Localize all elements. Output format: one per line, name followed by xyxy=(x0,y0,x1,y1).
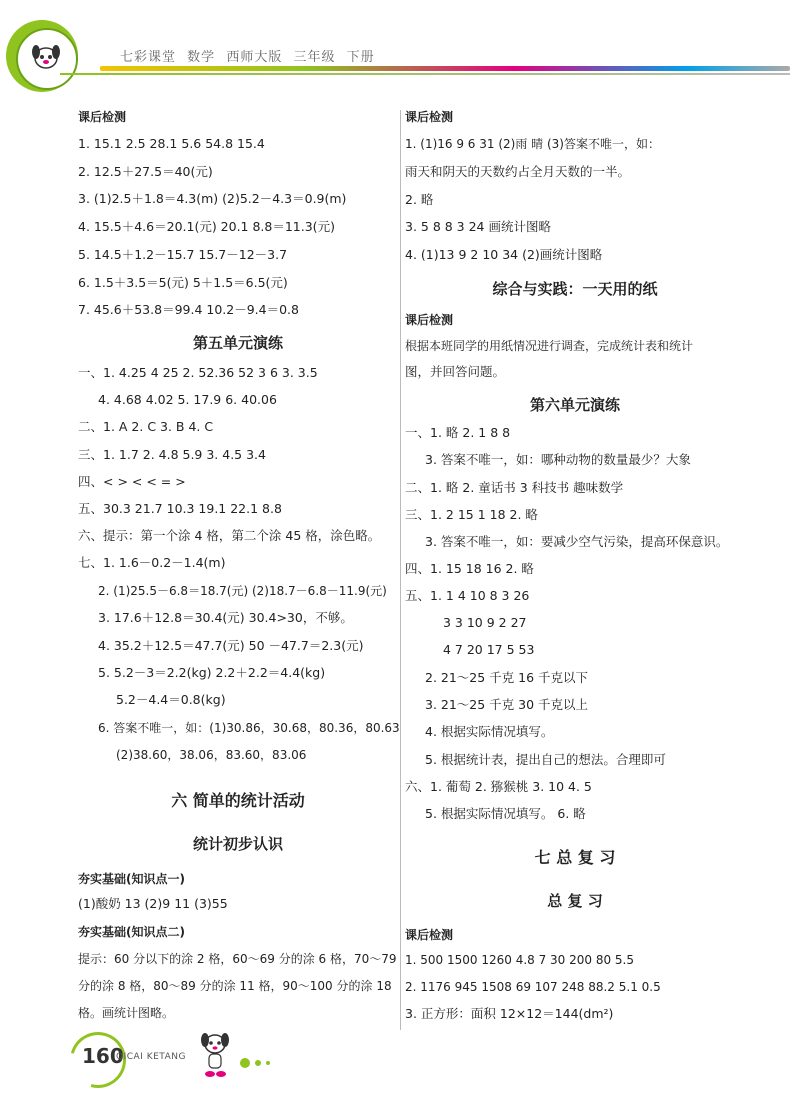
section-label: 课后检测 xyxy=(405,928,454,942)
answer-line: (1)酸奶 13 (2)9 11 (3)55 xyxy=(78,896,228,911)
answer-line: 提示：60 分以下的涂 2 格，60～69 分的涂 6 格，70～79 xyxy=(78,952,397,966)
answer-line: 根据本班同学的用纸情况进行调查，完成统计表和统计 xyxy=(405,339,694,353)
section-title: 统计初步认识 xyxy=(192,835,283,853)
section-label: 课后检测 xyxy=(78,110,127,124)
answer-line: 1. (1)16 9 6 31 (2)雨 晴 (3)答案不唯一，如： xyxy=(405,137,660,151)
answer-line: 4. 4.68 4.02 5. 17.9 6. 40.06 xyxy=(98,392,277,407)
answer-line: 五、1. 1 4 10 8 3 26 xyxy=(405,588,530,603)
answer-line: 3. (1)2.5＋1.8＝4.3(m) (2)5.2－4.3＝0.9(m) xyxy=(78,191,347,206)
answer-line: 3 3 10 9 2 27 xyxy=(443,615,527,630)
answer-line: 6. 1.5＋3.5＝5(元) 5＋1.5＝6.5(元) xyxy=(78,275,288,290)
section-label: 夯实基础(知识点二) xyxy=(78,925,185,939)
answer-line: 三、1. 1.7 2. 4.8 5.9 3. 4.5 3.4 xyxy=(78,447,266,462)
answer-line: 二、1. A 2. C 3. B 4. C xyxy=(78,419,214,434)
chapter-title: 七 总 复 习 xyxy=(534,848,616,867)
answer-line: 3. 正方形：面积 12×12＝144(dm²) xyxy=(405,1006,614,1021)
answer-line: 格。画统计图略。 xyxy=(78,1006,175,1020)
answer-line: 3. 答案不唯一，如：哪种动物的数量最少？大象 xyxy=(425,452,691,467)
answer-line: 5. 5.2－3＝2.2(kg) 2.2＋2.2＝4.4(kg) xyxy=(98,665,326,680)
decorative-dots xyxy=(240,1052,275,1071)
answer-line: 5. 根据实际情况填写。 6. 略 xyxy=(425,806,586,821)
answer-line: 5. 根据统计表，提出自己的想法。合理即可 xyxy=(425,752,666,767)
answer-line: 1. 15.1 2.5 28.1 5.6 54.8 15.4 xyxy=(78,136,265,151)
answer-line: 3. 答案不唯一，如：要减少空气污染，提高环保意识。 xyxy=(425,534,729,549)
answer-line: 7. 45.6＋53.8＝99.4 10.2－9.4＝0.8 xyxy=(78,302,299,317)
brand-text: QICAI KETANG xyxy=(116,1052,186,1062)
edition-name: 西师大版 xyxy=(226,50,283,65)
answer-line: 3. 17.6＋12.8＝30.4(元) 30.4>30，不够。 xyxy=(98,610,353,625)
answer-line: 雨天和阴天的天数约占全月天数的一半。 xyxy=(405,164,631,179)
answer-line: (2)38.60，38.06，83.60，83.06 xyxy=(116,748,307,762)
practice-title: 综合与实践：一天用的纸 xyxy=(492,280,658,298)
header-underline xyxy=(60,73,790,75)
answer-line: 4. 根据实际情况填写。 xyxy=(425,724,554,739)
answer-line: 4. (1)13 9 2 10 34 (2)画统计图略 xyxy=(405,247,603,262)
mascot-icon xyxy=(198,1030,232,1080)
page-header xyxy=(0,0,800,100)
column-divider xyxy=(400,110,401,1030)
chapter-title: 六 简单的统计活动 xyxy=(171,791,305,810)
grade-name: 三年级 xyxy=(293,50,336,65)
answer-line: 二、1. 略 2. 童话书 3 科技书 趣味数学 xyxy=(405,480,624,495)
answer-line: 2. 12.5＋27.5＝40(元) xyxy=(78,164,213,179)
unit-title: 第五单元演练 xyxy=(192,334,283,352)
answer-line: 一、1. 4.25 4 25 2. 52.36 52 3 6 3. 3.5 xyxy=(78,365,318,380)
book-title xyxy=(120,46,381,65)
answer-line: 2. 1176 945 1508 69 107 248 88.2 5.1 0.5 xyxy=(405,980,661,994)
answer-line: 2. 略 xyxy=(405,192,434,207)
answer-line: 六、提示：第一个涂 4 格，第二个涂 45 格，涂色略。 xyxy=(78,528,381,543)
answer-line: 3. 21～25 千克 30 千克以上 xyxy=(425,697,589,712)
section-title: 总 复 习 xyxy=(547,892,603,910)
answer-line: 5.2－4.4＝0.8(kg) xyxy=(116,692,226,707)
mascot-logo xyxy=(16,28,78,90)
answer-line: 五、30.3 21.7 10.3 19.1 22.1 8.8 xyxy=(78,501,282,516)
answer-line: 三、1. 2 15 1 18 2. 略 xyxy=(405,507,538,522)
answer-line: 四、< > < < = > xyxy=(78,474,186,489)
answer-line: 4. 35.2＋12.5＝47.7(元) 50 －47.7＝2.3(元) xyxy=(98,638,364,653)
answer-line: 图，并回答问题。 xyxy=(405,364,506,379)
answer-line: 4. 15.5＋4.6＝20.1(元) 20.1 8.8＝11.3(元) xyxy=(78,219,335,234)
answer-line: 分的涂 8 格，80～89 分的涂 11 格，90～100 分的涂 18 xyxy=(78,979,392,993)
answer-line: 3. 5 8 8 3 24 画统计图略 xyxy=(405,219,551,234)
answer-line: 1. 500 1500 1260 4.8 7 30 200 80 5.5 xyxy=(405,953,635,967)
answer-line: 5. 14.5＋1.2－15.7 15.7－12－3.7 xyxy=(78,247,288,262)
subject-name: 数学 xyxy=(187,50,216,65)
section-label: 夯实基础(知识点一) xyxy=(78,872,185,886)
series-name: 七彩课堂 xyxy=(120,50,177,65)
volume-name: 下册 xyxy=(346,50,375,65)
answer-line: 4 7 20 17 5 53 xyxy=(443,642,535,657)
answer-line: 六、1. 葡萄 2. 猕猴桃 3. 10 4. 5 xyxy=(405,779,592,794)
section-label: 课后检测 xyxy=(405,313,454,327)
answer-line: 2. 21～25 千克 16 千克以下 xyxy=(425,670,589,685)
answer-line: 四、1. 15 18 16 2. 略 xyxy=(405,561,534,576)
page-number: 160 xyxy=(82,1044,124,1068)
answer-line: 6. 答案不唯一，如：(1)30.86，30.68，80.36，80.63 xyxy=(98,721,400,735)
header-rainbow-bar xyxy=(100,66,790,71)
answer-line: 一、1. 略 2. 1 8 8 xyxy=(405,425,511,440)
answer-line: 2. (1)25.5－6.8＝18.7(元) (2)18.7－6.8－11.9(元) xyxy=(98,584,387,598)
unit-title: 第六单元演练 xyxy=(529,396,620,414)
section-label: 课后检测 xyxy=(405,110,454,124)
answer-line: 七、1. 1.6－0.2－1.4(m) xyxy=(78,555,226,570)
